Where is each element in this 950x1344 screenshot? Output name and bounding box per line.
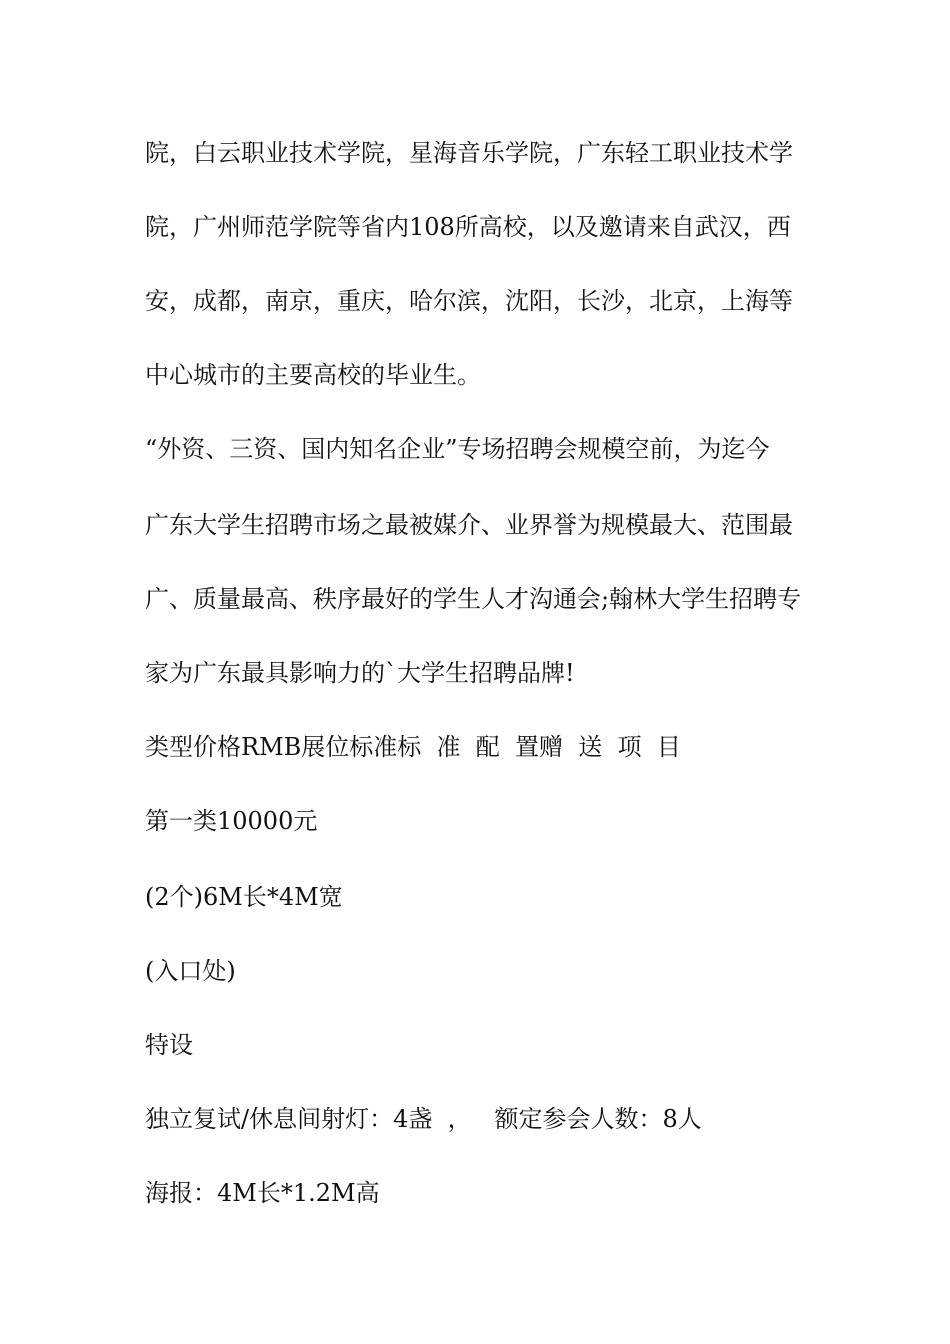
text-line: 特设 (145, 1031, 193, 1059)
text-line: 独立复试/休息间射灯：4盏 ， 额定参会人数：8人 (145, 1105, 702, 1133)
text-line: 中心城市的主要高校的毕业生。 (145, 361, 481, 389)
text-line: 第一类10000元 (145, 807, 318, 835)
text-line: (入口处) (145, 957, 236, 985)
text-line: 类型价格RMB展位标准标 准 配 置赠 送 项 目 (145, 733, 681, 761)
text-line: 广、质量最高、秩序最好的学生人才沟通会;翰林大学生招聘专 (145, 585, 802, 613)
text-line: (2个)6M长*4M宽 (145, 883, 343, 911)
text-line: 院，白云职业技术学院，星海音乐学院，广东轻工职业技术学 (145, 139, 793, 167)
text-line: 广东大学生招聘市场之最被媒介、业界誉为规模最大、范围最 (145, 511, 793, 539)
text-line: 院，广州师范学院等省内108所高校，以及邀请来自武汉，西 (145, 213, 791, 241)
text-line: “外资、三资、国内知名企业”专场招聘会规模空前，为迄今 (145, 435, 770, 463)
text-line: 海报：4M长*1.2M高 (145, 1179, 380, 1207)
text-line: 家为广东最具影响力的`大学生招聘品牌! (145, 659, 575, 687)
text-line: 安，成都，南京，重庆，哈尔滨，沈阳，长沙，北京，上海等 (145, 287, 793, 315)
